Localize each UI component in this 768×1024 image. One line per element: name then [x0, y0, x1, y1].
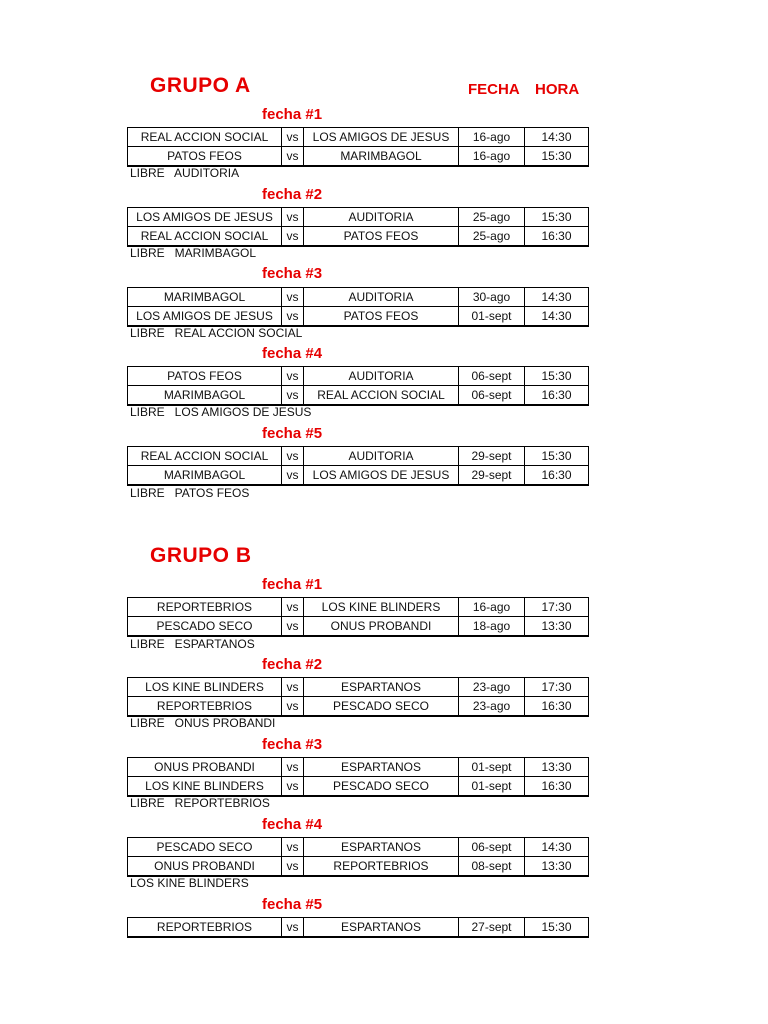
away-team: AUDITORIA [304, 367, 459, 386]
away-team: AUDITORIA [304, 208, 459, 227]
vs-label: vs [282, 128, 304, 147]
round-label: fecha #5 [262, 896, 323, 913]
match-time: 16:30 [525, 386, 589, 406]
match-date: 27-sept [459, 918, 525, 938]
fecha-column-header: FECHA [468, 81, 520, 98]
home-team: MARIMBAGOL [128, 288, 282, 307]
match-table [127, 207, 589, 247]
match-row [128, 367, 589, 386]
vs-label: vs [282, 227, 304, 247]
bye-team-note: LIBRE ESPARTANOS [130, 637, 255, 651]
match-time: 15:30 [525, 447, 589, 466]
home-team: MARIMBAGOL [128, 386, 282, 406]
match-time: 16:30 [525, 777, 589, 797]
home-team: ONUS PROBANDI [128, 857, 282, 877]
bye-team-note: LIBRE REPORTEBRIOS [130, 796, 270, 810]
match-table [127, 287, 589, 327]
vs-label: vs [282, 466, 304, 486]
home-team: PATOS FEOS [128, 367, 282, 386]
home-team: ONUS PROBANDI [128, 758, 282, 777]
home-team: REAL ACCION SOCIAL [128, 227, 282, 247]
match-time: 15:30 [525, 208, 589, 227]
vs-label: vs [282, 918, 304, 938]
match-row [128, 758, 589, 777]
match-time: 15:30 [525, 918, 589, 938]
match-row [128, 466, 589, 486]
match-row [128, 128, 589, 147]
match-time: 17:30 [525, 598, 589, 617]
away-team: ESPARTANOS [304, 678, 459, 697]
home-team: PESCADO SECO [128, 617, 282, 637]
home-team: MARIMBAGOL [128, 466, 282, 486]
match-date: 01-sept [459, 307, 525, 327]
away-team: PESCADO SECO [304, 697, 459, 717]
match-table [127, 127, 589, 167]
match-time: 13:30 [525, 617, 589, 637]
away-team: AUDITORIA [304, 288, 459, 307]
match-date: 16-ago [459, 128, 525, 147]
away-team: ESPARTANOS [304, 918, 459, 938]
round-label: fecha #1 [262, 106, 323, 123]
match-table [127, 757, 589, 797]
home-team: REAL ACCION SOCIAL [128, 447, 282, 466]
home-team: REAL ACCION SOCIAL [128, 128, 282, 147]
match-date: 30-ago [459, 288, 525, 307]
round-label: fecha #2 [262, 186, 323, 203]
match-row [128, 697, 589, 717]
home-team: PESCADO SECO [128, 838, 282, 857]
match-table [127, 366, 589, 406]
match-row [128, 777, 589, 797]
match-time: 16:30 [525, 697, 589, 717]
away-team: AUDITORIA [304, 447, 459, 466]
round-label: fecha #5 [262, 425, 323, 442]
match-row [128, 208, 589, 227]
match-row [128, 447, 589, 466]
match-row [128, 617, 589, 637]
home-team: LOS KINE BLINDERS [128, 777, 282, 797]
round-label: fecha #2 [262, 656, 323, 673]
home-team: REPORTEBRIOS [128, 598, 282, 617]
match-table [127, 597, 589, 637]
bye-team-note: LIBRE MARIMBAGOL [130, 246, 257, 260]
match-row [128, 918, 589, 938]
away-team: ESPARTANOS [304, 838, 459, 857]
home-team: PATOS FEOS [128, 147, 282, 167]
match-date: 25-ago [459, 208, 525, 227]
match-time: 14:30 [525, 288, 589, 307]
group-b-title: GRUPO B [150, 544, 252, 567]
vs-label: vs [282, 857, 304, 877]
vs-label: vs [282, 697, 304, 717]
match-time: 17:30 [525, 678, 589, 697]
vs-label: vs [282, 147, 304, 167]
match-time: 14:30 [525, 838, 589, 857]
vs-label: vs [282, 617, 304, 637]
vs-label: vs [282, 307, 304, 327]
match-date: 06-sept [459, 367, 525, 386]
bye-team-note: LIBRE REAL ACCION SOCIAL [130, 326, 303, 340]
round-label: fecha #4 [262, 345, 323, 362]
match-row [128, 838, 589, 857]
round-label: fecha #4 [262, 816, 323, 833]
match-time: 15:30 [525, 367, 589, 386]
home-team: LOS AMIGOS DE JESUS [128, 307, 282, 327]
match-time: 14:30 [525, 128, 589, 147]
vs-label: vs [282, 367, 304, 386]
match-date: 18-ago [459, 617, 525, 637]
match-date: 29-sept [459, 447, 525, 466]
home-team: LOS KINE BLINDERS [128, 678, 282, 697]
home-team: LOS AMIGOS DE JESUS [128, 208, 282, 227]
away-team: MARIMBAGOL [304, 147, 459, 167]
vs-label: vs [282, 678, 304, 697]
hora-column-header: HORA [535, 81, 580, 98]
match-time: 15:30 [525, 147, 589, 167]
match-time: 16:30 [525, 227, 589, 247]
round-label: fecha #1 [262, 576, 323, 593]
match-date: 23-ago [459, 697, 525, 717]
match-time: 16:30 [525, 466, 589, 486]
away-team: PATOS FEOS [304, 307, 459, 327]
match-row [128, 227, 589, 247]
match-table [127, 917, 589, 938]
round-label: fecha #3 [262, 265, 323, 282]
away-team: REAL ACCION SOCIAL [304, 386, 459, 406]
vs-label: vs [282, 777, 304, 797]
match-date: 29-sept [459, 466, 525, 486]
vs-label: vs [282, 386, 304, 406]
vs-label: vs [282, 288, 304, 307]
vs-label: vs [282, 208, 304, 227]
match-time: 14:30 [525, 307, 589, 327]
match-date: 06-sept [459, 386, 525, 406]
match-row [128, 857, 589, 877]
match-row [128, 678, 589, 697]
bye-team-note: LIBRE AUDITORIA [130, 166, 240, 180]
match-table [127, 446, 589, 486]
vs-label: vs [282, 447, 304, 466]
match-time: 13:30 [525, 857, 589, 877]
group-a-title: GRUPO A [150, 74, 251, 97]
home-team: REPORTEBRIOS [128, 918, 282, 938]
away-team: LOS AMIGOS DE JESUS [304, 466, 459, 486]
away-team: PATOS FEOS [304, 227, 459, 247]
match-row [128, 307, 589, 327]
match-date: 16-ago [459, 598, 525, 617]
round-label: fecha #3 [262, 736, 323, 753]
match-table [127, 677, 589, 717]
match-row [128, 288, 589, 307]
match-date: 25-ago [459, 227, 525, 247]
away-team: ESPARTANOS [304, 758, 459, 777]
away-team: LOS KINE BLINDERS [304, 598, 459, 617]
away-team: REPORTEBRIOS [304, 857, 459, 877]
match-table [127, 837, 589, 877]
match-row [128, 386, 589, 406]
vs-label: vs [282, 598, 304, 617]
match-time: 13:30 [525, 758, 589, 777]
bye-team-note: LIBRE ONUS PROBANDI [130, 716, 276, 730]
match-date: 01-sept [459, 777, 525, 797]
match-date: 23-ago [459, 678, 525, 697]
match-row [128, 598, 589, 617]
away-team: PESCADO SECO [304, 777, 459, 797]
bye-team-note: LIBRE LOS AMIGOS DE JESUS [130, 405, 312, 419]
vs-label: vs [282, 838, 304, 857]
away-team: LOS AMIGOS DE JESUS [304, 128, 459, 147]
match-date: 01-sept [459, 758, 525, 777]
away-team: ONUS PROBANDI [304, 617, 459, 637]
match-row [128, 147, 589, 167]
bye-team-note: LIBRE PATOS FEOS [130, 486, 250, 500]
vs-label: vs [282, 758, 304, 777]
match-date: 08-sept [459, 857, 525, 877]
bye-team-note: LOS KINE BLINDERS [130, 876, 249, 890]
match-date: 06-sept [459, 838, 525, 857]
match-date: 16-ago [459, 147, 525, 167]
home-team: REPORTEBRIOS [128, 697, 282, 717]
